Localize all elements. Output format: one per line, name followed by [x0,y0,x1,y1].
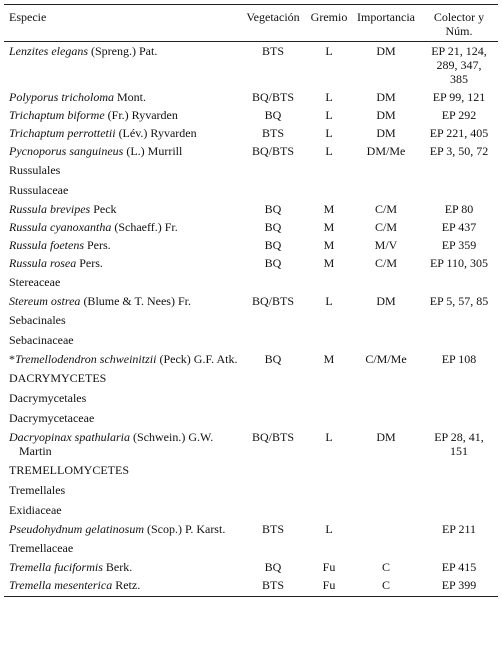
vegetacion-cell: BTS [261,126,284,140]
gremio-cell: M [323,220,335,234]
gremio-cell: L [325,108,333,122]
taxon-group-label: Dacrymycetales [9,391,87,405]
vegetacion-cell: BQ [264,238,282,252]
species-author: (Spreng.) Pat. [88,44,158,58]
gremio-cell: L [325,144,333,158]
species-name-cell [4,42,240,89]
taxon-group-row [4,272,498,292]
species-row [4,106,498,124]
colector-cell [420,558,498,576]
taxon-group-row [4,460,498,480]
colector-cell [420,200,498,218]
gremio-cell: L [325,294,333,308]
taxon-group-label: Russulaceae [9,183,69,197]
species-row [4,558,498,576]
taxon-group-row [4,330,498,350]
species-author: (Fr.) Ryvarden [104,108,178,122]
importancia-cell: C/M [374,220,397,234]
species-name [9,220,238,234]
vegetacion-cell: BTS [261,522,284,536]
species-row [4,236,498,254]
species-row [4,218,498,236]
species-name-cell [4,106,240,124]
species-row [4,142,498,160]
vegetacion-cell: BQ [264,202,282,216]
species-author: (Schwein.) G.W. Martin [19,430,214,458]
importancia-cell: DM [376,294,396,308]
importancia-cell: C/M/Me [365,352,407,366]
species-binomial: Trichaptum perrottetii [9,126,116,140]
species-row [4,576,498,597]
species-binomial: Russula rosea [9,256,77,270]
gremio-cell: M [323,238,335,252]
vegetacion-cell: BQ [264,220,282,234]
species-binomial: Polyporus tricholoma [9,90,114,104]
taxon-group-label: Russulales [9,163,61,177]
taxon-group-label: TREMELLOMYCETES [9,463,129,477]
colector-cell [420,88,498,106]
species-author: (L.) Murrill [123,144,183,158]
gremio-cell: M [323,352,335,366]
species-row [4,88,498,106]
taxon-group-row [4,388,498,408]
taxon-group-label: Exidiaceae [9,503,62,517]
colector-cell [420,218,498,236]
colector-number-line: EP 28, 41, [434,430,484,444]
species-name-cell [4,254,240,272]
species-binomial: Tremella mesenterica [9,578,113,592]
taxon-group-row [4,160,498,180]
species-author: Berk. [102,560,133,574]
gremio-cell: M [323,202,335,216]
header-vegetacion: Vegetación [240,5,306,42]
taxon-group-row [4,480,498,500]
colector-number-line: EP 21, 124, [431,44,487,58]
vegetacion-cell: BQ/BTS [251,90,294,104]
species-binomial: Stereum ostrea [9,294,81,308]
taxon-group-label: Tremellales [9,483,66,497]
species-row [4,254,498,272]
taxon-group-label: Sebacinaceae [9,333,74,347]
colector-cell [420,124,498,142]
gremio-cell: L [325,126,333,140]
species-binomial: Russula foetens [9,238,84,252]
species-name [9,44,238,58]
header-colector-line1: Colector y [433,10,485,24]
vegetacion-cell: BQ/BTS [251,430,294,444]
species-name-cell [4,520,240,538]
colector-number-line: EP 110, 305 [429,256,489,270]
vegetacion-cell: BQ [264,256,282,270]
colector-number-line: EP 399 [441,578,477,592]
species-binomial: Tremella fuciformis [9,560,103,574]
colector-cell [420,520,498,538]
gremio-cell: L [325,44,333,58]
species-author: Peck [90,202,117,216]
importancia-cell: C/M [374,256,397,270]
header-colector [420,5,498,42]
species-name-cell [4,88,240,106]
taxon-group-label: Tremellaceae [9,541,74,555]
species-binomial: Pseudohydnum gelatinosum [9,522,144,536]
header-gremio: Gremio [306,5,352,42]
species-row [4,42,498,89]
species-row [4,520,498,538]
table-body [4,42,498,597]
taxon-group-label: Sebacinales [9,313,66,327]
species-author: (Peck) G.F. Atk. [156,352,238,366]
species-row [4,292,498,310]
colector-number-line: EP 3, 50, 72 [429,144,489,158]
species-name-cell [4,142,240,160]
vegetacion-cell: BQ/BTS [251,294,294,308]
species-binomial: Russula brevipes [9,202,91,216]
species-binomial: Dacryopinax spathularia [9,430,130,444]
species-name-cell [4,558,240,576]
taxon-group-row [4,500,498,520]
species-binomial: Trichaptum biforme [9,108,105,122]
table-header-row [4,5,498,42]
species-name [9,352,238,366]
species-name-cell [4,124,240,142]
importancia-cell: DM/Me [366,144,406,158]
colector-number-line: 151 [450,444,468,458]
species-binomial: Tremellodendron schweinitzii [15,352,157,366]
species-author: (Schaeff.) Fr. [111,220,178,234]
taxon-group-row [4,180,498,200]
species-author: (Scop.) P. Karst. [143,522,226,536]
colector-number-line: EP 359 [441,238,477,252]
species-name [9,294,238,308]
species-table [4,4,498,597]
importancia-cell: C/M [374,202,397,216]
importancia-cell: DM [376,90,396,104]
species-author: Mont. [114,90,147,104]
vegetacion-cell: BQ [264,352,282,366]
species-name [9,522,238,536]
importancia-cell: DM [376,108,396,122]
colector-number-line: EP 211 [441,522,477,536]
species-name [9,256,238,270]
species-name [9,144,238,158]
taxon-group-label: Dacrymycetaceae [9,411,95,425]
species-name [9,90,238,104]
species-name-cell [4,218,240,236]
vegetacion-cell: BQ [264,560,282,574]
vegetacion-cell: BQ [264,108,282,122]
colector-number-line: EP 108 [441,352,477,366]
importancia-cell: C [381,560,390,574]
species-name [9,126,238,140]
species-author: Retz. [112,578,141,592]
species-name-cell [4,236,240,254]
importancia-cell: M/V [374,238,398,252]
species-row [4,428,498,460]
species-name-cell [4,576,240,597]
colector-number-line: EP 292 [441,108,477,122]
importancia-cell: DM [376,430,396,444]
species-binomial: Pycnoporus sanguineus [9,144,124,158]
importancia-cell: C [352,576,420,597]
taxon-group-row [4,408,498,428]
species-name [9,202,238,216]
importancia-cell [352,520,420,538]
header-importancia: Importancia [352,5,420,42]
gremio-cell: M [323,256,335,270]
colector-number-line: EP 437 [441,220,477,234]
colector-cell [420,42,498,89]
gremio-cell: Fu [306,576,352,597]
importancia-cell: DM [376,44,396,58]
header-colector-line2: Núm. [445,24,473,38]
taxon-group-row [4,538,498,558]
species-row [4,350,498,368]
species-name [9,108,238,122]
vegetacion-cell: BTS [240,576,306,597]
species-row [4,200,498,218]
species-name-cell [4,292,240,310]
species-binomial: Lenzites elegans [9,44,88,58]
taxon-group-label: DACRYMYCETES [9,371,107,385]
species-name-cell [4,350,240,368]
colector-number-line: 385 [450,72,468,86]
header-especie: Especie [4,5,240,42]
vegetacion-cell: BQ/BTS [251,144,294,158]
gremio-cell: L [325,522,333,536]
colector-number-line: EP 99, 121 [432,90,486,104]
species-author: Pers. [76,256,103,270]
colector-cell [420,236,498,254]
species-row [4,124,498,142]
species-author: Pers. [84,238,111,252]
colector-cell [420,142,498,160]
colector-number-line: EP 5, 57, 85 [429,294,489,308]
taxon-group-row [4,368,498,388]
importancia-cell: DM [376,126,396,140]
colector-cell [420,350,498,368]
colector-cell [420,254,498,272]
species-name [9,430,238,458]
colector-number-line: EP 221, 405 [429,126,489,140]
species-author: (Lév.) Ryvarden [115,126,197,140]
taxon-group-label: Stereaceae [9,275,61,289]
gremio-cell: Fu [322,560,336,574]
colector-number-line: EP 415 [441,560,477,574]
colector-cell [420,576,498,597]
species-author: (Blume & T. Nees) Fr. [80,294,191,308]
species-name-cell [4,428,240,460]
colector-cell [420,106,498,124]
taxon-group-row [4,310,498,330]
species-binomial: Russula cyanoxantha [9,220,112,234]
gremio-cell: L [325,430,333,444]
colector-cell [420,428,498,460]
colector-number-line: EP 80 [444,202,474,216]
species-prefix: * [9,352,15,366]
colector-number-line: 289, 347, [436,58,482,72]
species-name [9,560,238,574]
vegetacion-cell: BTS [261,44,284,58]
colector-cell [420,292,498,310]
species-name [9,578,238,592]
gremio-cell: L [325,90,333,104]
species-name-cell [4,200,240,218]
species-name [9,238,238,252]
